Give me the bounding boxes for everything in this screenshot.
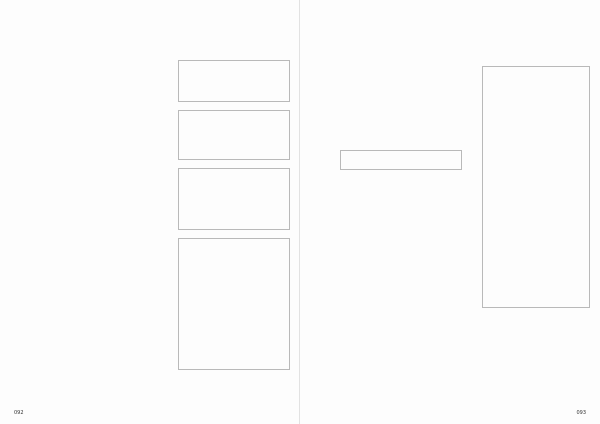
boxed-note (340, 150, 462, 170)
right-page (300, 0, 600, 424)
page-number-right: 093 (576, 410, 586, 416)
members-table (482, 66, 590, 308)
table-4 (178, 238, 290, 370)
table-3 (178, 168, 290, 230)
table-1 (178, 60, 290, 102)
table-2 (178, 110, 290, 160)
page-number-left: 092 (14, 410, 24, 416)
